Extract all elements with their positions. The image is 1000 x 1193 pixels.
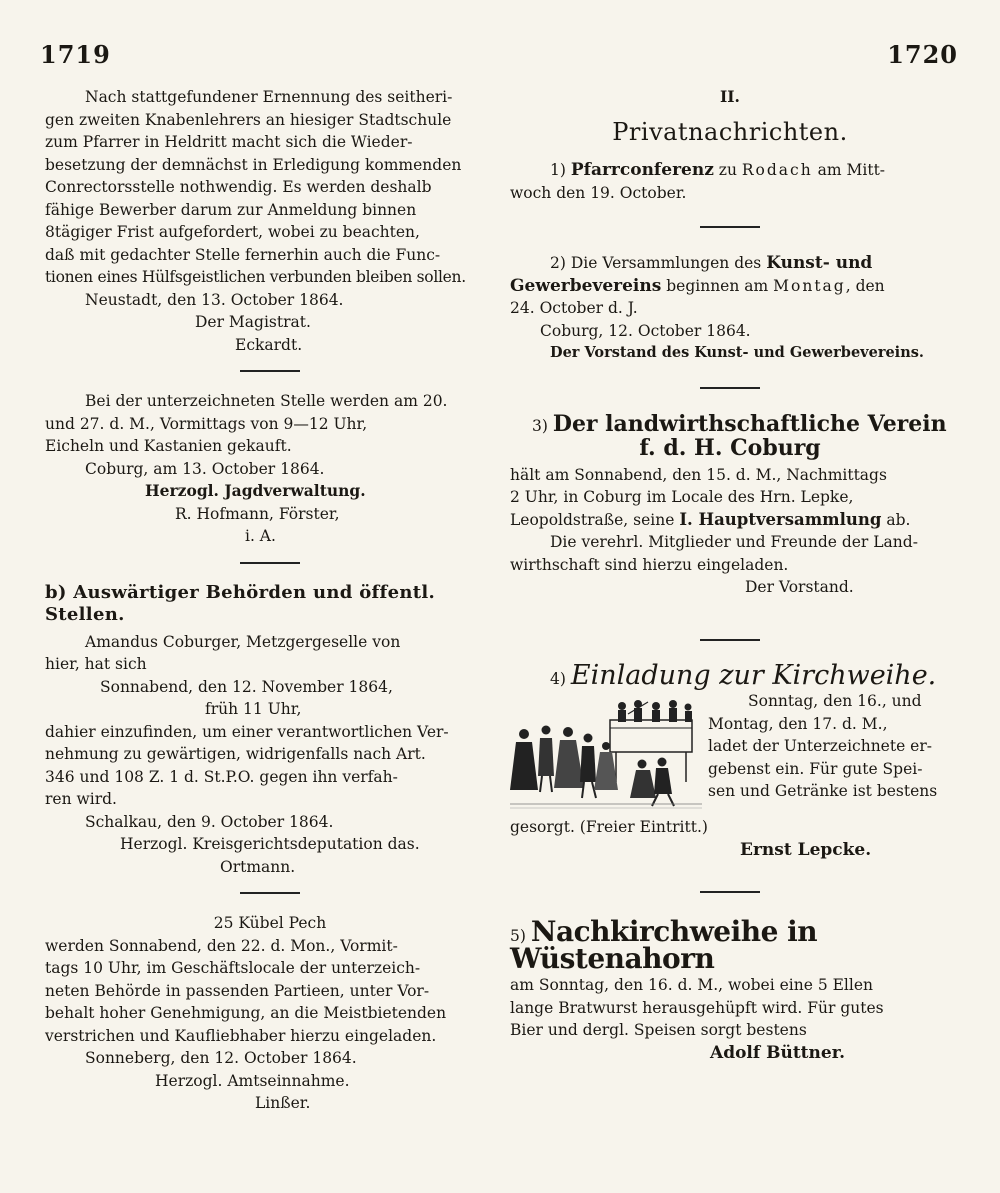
notice-line: Montag, den 17. d. M., xyxy=(708,714,888,733)
notice-bold: I. Hauptversammlung xyxy=(679,509,882,529)
page-number-left: 1719 xyxy=(40,40,111,69)
notice-line: zum Pfarrer in Heldritt macht sich die Wieder- xyxy=(45,133,413,151)
notice-line: Sonntag, den 16., und xyxy=(748,692,922,710)
notice-line: 2 Uhr, in Coburg im Locale des Hrn. Lepke, xyxy=(510,488,854,506)
signature: Ernst Lepcke. xyxy=(740,839,872,860)
notice-day: Montag xyxy=(773,276,846,295)
notice-line: verstrichen und Kaufliebhaber hierzu eingeladen. xyxy=(45,1026,437,1045)
signature-name: Linßer. xyxy=(255,1094,311,1112)
notice-line: früh 11 Uhr, xyxy=(205,700,302,718)
notice-number: 4) xyxy=(550,669,566,688)
left-column xyxy=(45,86,495,1115)
signature: Adolf Büttner. xyxy=(710,1042,846,1063)
section-title: Privatnachrichten. xyxy=(612,117,848,146)
notice-line: Amandus Coburger, Metzgergeselle von xyxy=(85,632,401,651)
notice-line: ren wird. xyxy=(45,790,117,808)
notice-line: ladet der Unterzeichnete er- xyxy=(708,737,933,755)
notice-bold: Gewerbevereins xyxy=(510,275,662,296)
notice-pastor-conference xyxy=(510,159,950,204)
notice-line: und 27. d. M., Vormittags von 9—12 Uhr, xyxy=(45,414,368,433)
notice-number: 5) xyxy=(510,927,526,945)
signature-name: Eckardt. xyxy=(235,335,303,354)
notice-line: 346 und 108 Z. 1 d. St.P.O. gegen ihn verfah- xyxy=(45,767,398,786)
section-number: II. xyxy=(720,87,740,106)
notice-acorn-purchase xyxy=(45,390,495,548)
notice-line: Die verehrl. Mitglieder und Freunde der Land- xyxy=(550,533,918,551)
notice-number: 3) xyxy=(532,416,548,435)
notice-line: werden Sonnabend, den 22. d. Mon., Vormit- xyxy=(45,936,398,955)
notice-line: wirthschaft sind hierzu eingeladen. xyxy=(510,555,789,574)
notice-title: 25 Kübel Pech xyxy=(213,914,327,932)
notice-summons xyxy=(45,631,495,879)
signature: Herzogl. Kreisgerichtsdeputation das. xyxy=(120,835,420,853)
notice-line: fähige Bewerber darum zur Anmeldung binnen xyxy=(45,200,417,219)
divider xyxy=(240,370,300,372)
notice-text: am Mitt- xyxy=(812,161,886,179)
notice-text: beginnen am xyxy=(661,276,774,295)
notice-line: gebenst ein. Für gute Spei- xyxy=(708,759,923,778)
notice-town: Rodach xyxy=(741,161,813,179)
place-date: Coburg, 12. October 1864. xyxy=(540,321,751,340)
divider xyxy=(700,639,760,641)
notice-line: 24. October d. J. xyxy=(510,299,638,317)
divider xyxy=(700,226,760,228)
divider xyxy=(700,891,760,893)
notice-pitch-auction xyxy=(45,912,495,1115)
notice-number: 1) xyxy=(550,161,566,179)
section-heading-b: b) Auswärtiger Behörden und öffentl. Stellen. xyxy=(45,581,436,625)
notice-line: Conrectorsstelle nothwendig. Es werden deshalb xyxy=(45,178,432,196)
notice-line: lange Bratwurst herausgehüpft wird. Für gutes xyxy=(510,998,884,1017)
notice-line: tags 10 Uhr, im Geschäftslocale der unterzeich- xyxy=(45,959,421,977)
notice-title: Nachkirchweihe in Wüstenahorn xyxy=(510,915,818,975)
notice-bold: Kunst- und xyxy=(766,253,873,273)
notice-line: am Sonntag, den 16. d. M., wobei eine 5 Ellen xyxy=(510,976,874,994)
notice-line: Bier und dergl. Speisen sorgt bestens xyxy=(510,1021,807,1039)
notice-bold: Pfarrconferenz xyxy=(570,160,714,180)
notice-text: ab. xyxy=(881,510,911,529)
signature: Herzogl. Amtseinnahme. xyxy=(155,1071,350,1090)
notice-line: 8tägiger Frist aufgefordert, wobei zu beachten, xyxy=(45,223,420,241)
notice-line: besetzung der demnächst in Erledigung kommenden xyxy=(45,155,462,174)
signature-name: Ortmann. xyxy=(220,857,296,876)
notice-church-fair xyxy=(510,659,950,862)
dance-scene-illustration xyxy=(510,694,702,812)
notice-line: gesorgt. (Freier Eintritt.) xyxy=(510,818,708,836)
page-number-right: 1720 xyxy=(887,40,958,69)
notice-line: hier, hat sich xyxy=(45,655,147,673)
notice-line: neten Behörde in passenden Partieen, unter Vor- xyxy=(45,981,430,1000)
notice-line: nehmung zu gewärtigen, widrigenfalls nach Art. xyxy=(45,745,426,763)
notice-line: hält am Sonnabend, den 15. d. M., Nachmittags xyxy=(510,465,887,484)
notice-line: Nach stattgefundener Ernennung des seitheri- xyxy=(85,88,453,106)
place-date: Schalkau, den 9. October 1864. xyxy=(85,812,334,831)
notice-title: Einladung zur Kirchweihe. xyxy=(570,659,937,691)
notice-agricultural-society xyxy=(510,410,950,599)
place-date: Coburg, am 13. October 1864. xyxy=(85,459,325,478)
notice-title: f. d. H. Coburg xyxy=(639,435,821,461)
notice-conrector-position xyxy=(45,86,495,356)
notice-line: woch den 19. October. xyxy=(510,183,687,202)
notice-line: Sonnabend, den 12. November 1864, xyxy=(100,677,393,696)
notice-line: daß mit gedachter Stelle fernerhin auch die Func- xyxy=(45,245,441,264)
signature: Herzogl. Jagdverwaltung. xyxy=(145,481,366,500)
notice-line: Eicheln und Kastanien gekauft. xyxy=(45,437,292,455)
signature: Der Vorstand. xyxy=(745,578,854,596)
notice-number: 2) xyxy=(550,254,566,272)
notice-line: behalt hoher Genehmigung, an die Meistbietenden xyxy=(45,1004,447,1022)
signature-name: R. Hofmann, Förster, xyxy=(175,504,340,523)
notice-text: Leopoldstraße, seine xyxy=(510,510,680,529)
notice-text: Die Versammlungen des xyxy=(565,254,767,272)
notice-line: tionen eines Hülfsgeistlichen verbunden bleiben sollen. xyxy=(45,268,466,286)
divider xyxy=(240,562,300,564)
signature: Der Vorstand des Kunst- und Gewerbevereins. xyxy=(550,344,924,361)
divider xyxy=(700,387,760,389)
notice-trade-association xyxy=(510,252,950,365)
notice-line: sen und Getränke ist bestens xyxy=(708,782,938,800)
notice-line: gen zweiten Knabenlehrers an hiesiger Stadtschule xyxy=(45,110,452,129)
notice-text: , den xyxy=(845,276,885,295)
notice-post-church-fair xyxy=(510,915,950,1064)
divider xyxy=(240,892,300,894)
notice-title: Der landwirthschaftliche Verein xyxy=(552,410,947,437)
notice-line: Bei der unterzeichneten Stelle werden am 20. xyxy=(85,392,448,410)
signature-note: i. A. xyxy=(245,527,276,545)
right-column xyxy=(510,86,950,1064)
notice-text: zu xyxy=(713,161,742,179)
place-date: Neustadt, den 13. October 1864. xyxy=(85,290,344,309)
notice-line: dahier einzufinden, um einer verantwortlichen Ver- xyxy=(45,722,449,741)
signature: Der Magistrat. xyxy=(195,313,311,331)
place-date: Sonneberg, den 12. October 1864. xyxy=(85,1049,357,1067)
